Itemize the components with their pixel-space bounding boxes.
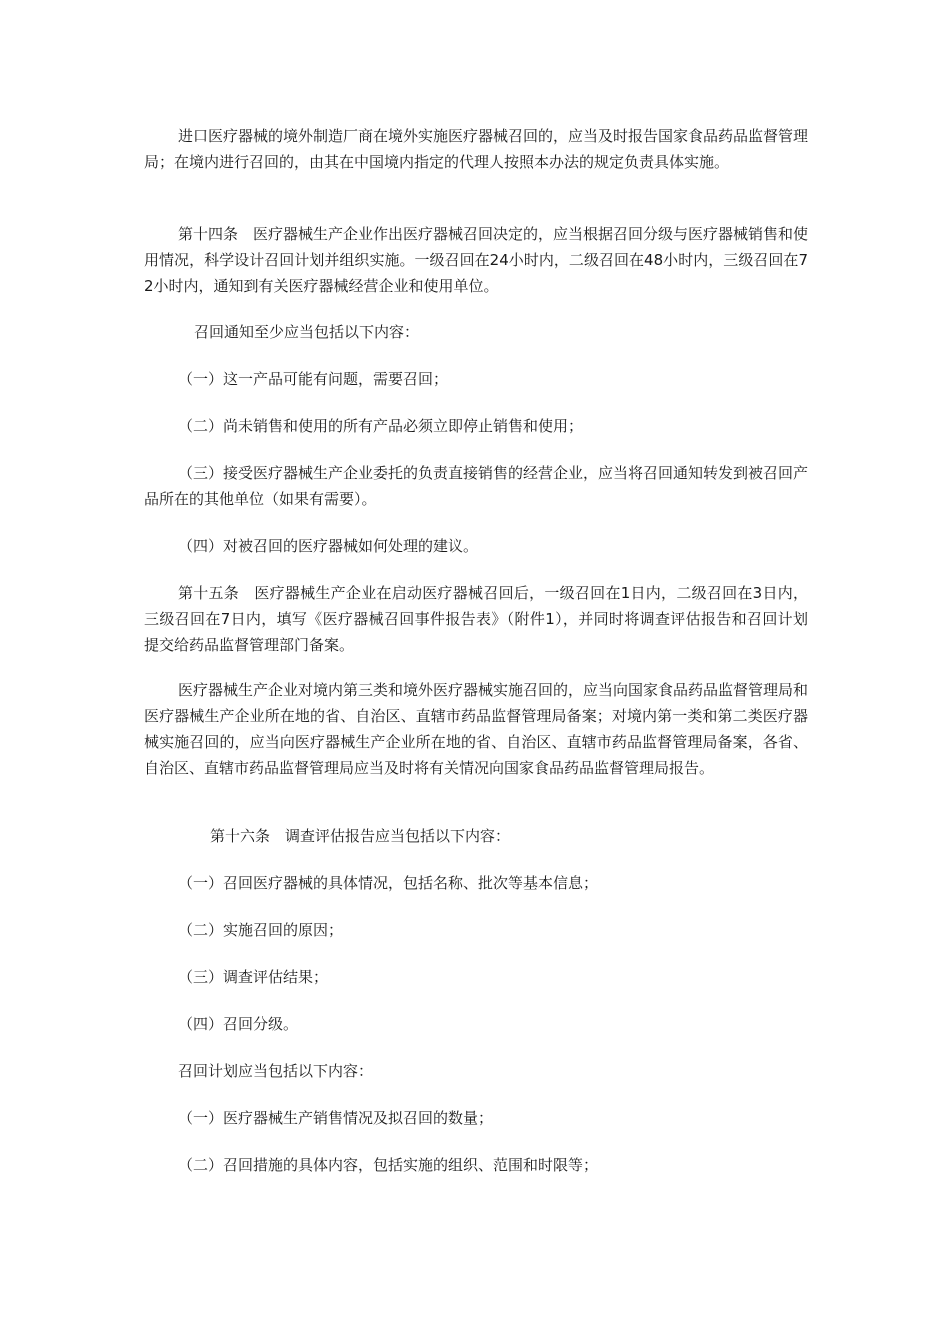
list-item-report-1: （一）召回医疗器械的具体情况，包括名称、批次等基本信息；	[178, 874, 599, 892]
list-item-notice-1: （一）这一产品可能有问题，需要召回；	[178, 370, 449, 388]
paragraph-article-16: 第十六条 调查评估报告应当包括以下内容：	[210, 827, 511, 845]
paragraph-article-15: 第十五条 医疗器械生产企业在启动医疗器械召回后，一级召回在1日内，二级召回在3日内，三级召回在7日内，填写《医疗器械召回事件报告表》（附件1），并同时将调查评估报告和召回计划提交给药品监督管理部门备案。	[144, 584, 808, 654]
paragraph-article-14: 第十四条 医疗器械生产企业作出医疗器械召回决定的，应当根据召回分级与医疗器械销售和使用情况，科学设计召回计划并组织实施。一级召回在24小时内，二级召回在48小时内，三级召回在72小时内，通知到有关医疗器械经营企业和使用单位。	[144, 225, 809, 295]
list-item-report-4: （四）召回分级。	[178, 1015, 299, 1033]
list-item-report-2: （二）实施召回的原因；	[178, 921, 344, 939]
list-item-notice-4: （四）对被召回的医疗器械如何处理的建议。	[178, 537, 479, 555]
paragraph-filing-requirements: 医疗器械生产企业对境内第三类和境外医疗器械实施召回的，应当向国家食品药品监督管理局和医疗器械生产企业所在地的省、自治区、直辖市药品监督管理局备案；对境内第一类和第二类医疗器械实施召回的，应当向医疗器械生产企业所在地的省、自治区、直辖市药品监督管理局备案，各省、自治区、直辖市药品监督管理局应当及时将有关情况向国家食品药品监督管理局报告。	[144, 681, 809, 777]
paragraph-notice-contents-heading: 召回通知至少应当包括以下内容：	[194, 323, 420, 341]
list-item-report-3: （三）调查评估结果；	[178, 968, 329, 986]
list-item-plan-1: （一）医疗器械生产销售情况及拟召回的数量；	[178, 1109, 494, 1127]
list-item-plan-2: （二）召回措施的具体内容，包括实施的组织、范围和时限等；	[178, 1156, 599, 1174]
paragraph-plan-contents-heading: 召回计划应当包括以下内容：	[178, 1062, 374, 1080]
list-item-notice-3: （三）接受医疗器械生产企业委托的负责直接销售的经营企业，应当将召回通知转发到被召回产品所在的其他单位（如果有需要）。	[144, 464, 809, 508]
list-item-notice-2: （二）尚未销售和使用的所有产品必须立即停止销售和使用；	[178, 417, 584, 435]
paragraph-overseas-recall: 进口医疗器械的境外制造厂商在境外实施医疗器械召回的，应当及时报告国家食品药品监督管理局；在境内进行召回的，由其在中国境内指定的代理人按照本办法的规定负责具体实施。	[144, 127, 809, 171]
